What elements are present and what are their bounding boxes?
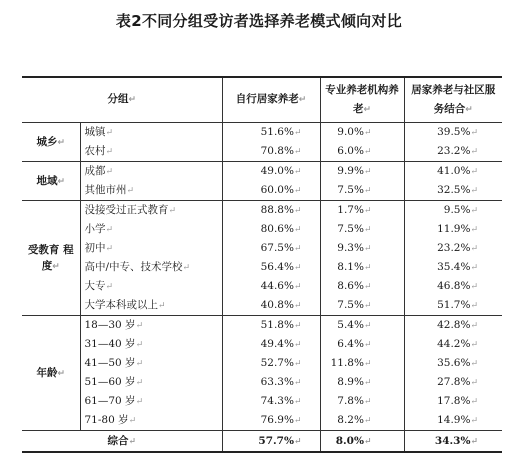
para-mark: ↵: [168, 206, 177, 216]
table-row: [22, 373, 502, 392]
para-mark: ↵: [363, 378, 372, 388]
cell-self-home-care: [222, 277, 320, 296]
total-community-care: [404, 431, 502, 453]
cell-value: 5.4%: [337, 319, 364, 331]
cell-value: 60.0%: [260, 184, 294, 196]
cell-community-care: [404, 277, 502, 296]
cell-value: 9.9%: [337, 165, 364, 177]
para-mark: ↵: [293, 378, 302, 388]
para-mark: ↵: [470, 321, 479, 331]
para-mark: ↵: [363, 263, 372, 273]
cell-community-care: [404, 239, 502, 258]
cell-community-care: [404, 316, 502, 336]
para-mark: ↵: [470, 147, 479, 157]
cell-institution-care: [320, 181, 404, 201]
total-row: [22, 431, 502, 453]
table-row: [22, 123, 502, 143]
cell-self-home-care: [222, 296, 320, 316]
cell-value: 51.7%: [437, 299, 471, 311]
table-row: [22, 335, 502, 354]
para-mark: ↵: [105, 147, 114, 157]
row-label: [80, 142, 222, 162]
cell-community-care: [404, 201, 502, 221]
para-mark: ↵: [293, 244, 302, 254]
row-label: [80, 296, 222, 316]
cell-value: 63.3%: [260, 376, 294, 388]
cell-institution-care: [320, 220, 404, 239]
cell-value: 52.7%: [260, 357, 294, 369]
table-row: [22, 296, 502, 316]
cell-value: 88.8%: [260, 204, 294, 216]
para-mark: ↵: [293, 225, 302, 235]
cell-value: 6.0%: [337, 145, 364, 157]
para-mark: ↵: [182, 263, 191, 273]
para-mark: ↵: [293, 263, 302, 273]
row-label: [80, 123, 222, 143]
cell-value: 7.8%: [337, 395, 364, 407]
cell-value: 70.8%: [260, 145, 294, 157]
table-row: [22, 392, 502, 411]
cell-value: 14.9%: [437, 414, 471, 426]
table-row: [22, 142, 502, 162]
table-title: 表2不同分组受访者选择养老模式倾向对比: [115, 12, 403, 30]
cell-value: 67.5%: [260, 242, 294, 254]
group-label: [22, 162, 80, 201]
para-mark: ↵: [470, 244, 479, 254]
cell-value: 51.6%: [260, 126, 294, 138]
preference-table: [22, 76, 502, 453]
para-mark: ↵: [363, 397, 372, 407]
cell-self-home-care: [222, 354, 320, 373]
cell-self-home-care: [222, 373, 320, 392]
cell-institution-care: [320, 392, 404, 411]
row-label-text: 51—60 岁: [84, 376, 136, 388]
cell-community-care: [404, 220, 502, 239]
table-row: [22, 181, 502, 201]
row-label-text: 18—30 岁: [84, 319, 136, 331]
cell-value: 9.0%: [337, 126, 364, 138]
row-label-text: 31—40 岁: [84, 338, 136, 350]
cell-value: 8.9%: [337, 376, 364, 388]
cell-self-home-care: [222, 335, 320, 354]
cell-value: 8.1%: [337, 261, 364, 273]
para-mark: ↵: [128, 416, 137, 426]
cell-self-home-care: [222, 316, 320, 336]
cell-value: 39.5%: [437, 126, 471, 138]
para-mark: ↵: [293, 321, 302, 331]
para-mark: ↵: [128, 436, 137, 447]
para-mark: ↵: [470, 340, 479, 350]
table-row: [22, 220, 502, 239]
cell-self-home-care: [222, 162, 320, 182]
cell-self-home-care: [222, 258, 320, 277]
group-label-text: 受教育 程度: [27, 243, 74, 272]
para-mark: ↵: [135, 321, 144, 331]
para-mark: ↵: [470, 359, 479, 369]
cell-institution-care: [320, 335, 404, 354]
para-mark: ↵: [470, 225, 479, 235]
cell-institution-care: [320, 296, 404, 316]
cell-self-home-care: [222, 411, 320, 431]
cell-value: 34.3%: [434, 434, 471, 447]
row-label-text: 成都: [84, 165, 106, 177]
cell-value: 76.9%: [260, 414, 294, 426]
group-label-text: 城乡: [36, 135, 58, 148]
cell-value: 9.5%: [443, 204, 471, 216]
para-mark: ↵: [470, 397, 479, 407]
cell-institution-care: [320, 123, 404, 143]
cell-value: 17.8%: [437, 395, 471, 407]
cell-community-care: [404, 142, 502, 162]
cell-value: 57.7%: [258, 434, 294, 447]
para-mark: ↵: [135, 378, 144, 388]
row-label: [80, 239, 222, 258]
table-body: [22, 77, 502, 452]
para-mark: ↵: [470, 186, 479, 196]
row-label-text: 农村: [84, 145, 106, 157]
cell-community-care: [404, 296, 502, 316]
para-mark: ↵: [105, 128, 114, 138]
cell-value: 41.0%: [437, 165, 471, 177]
row-label-text: 61—70 岁: [84, 395, 136, 407]
cell-community-care: [404, 181, 502, 201]
row-label-text: 小学: [84, 223, 106, 235]
cell-value: 8.0%: [335, 434, 364, 447]
cell-community-care: [404, 162, 502, 182]
para-mark: ↵: [293, 397, 302, 407]
cell-value: 1.7%: [337, 204, 364, 216]
para-mark: ↵: [363, 416, 372, 426]
para-mark: ↵: [470, 378, 479, 388]
total-institution-care: [320, 431, 404, 453]
cell-value: 7.5%: [337, 184, 364, 196]
cell-community-care: [404, 373, 502, 392]
table-row: [22, 316, 502, 336]
cell-value: 51.8%: [260, 319, 294, 331]
cell-community-care: [404, 258, 502, 277]
para-mark: ↵: [470, 436, 479, 447]
cell-value: 23.2%: [437, 145, 471, 157]
para-mark: ↵: [158, 301, 166, 311]
para-mark: ↵: [363, 321, 372, 331]
group-label: [22, 123, 80, 162]
group-label-text: 年龄: [36, 366, 58, 379]
cell-community-care: [404, 354, 502, 373]
cell-institution-care: [320, 316, 404, 336]
para-mark: ↵: [293, 301, 302, 311]
cell-value: 49.0%: [260, 165, 294, 177]
para-mark: ↵: [470, 206, 479, 216]
cell-institution-care: [320, 239, 404, 258]
table-row: [22, 411, 502, 431]
row-label: [80, 411, 222, 431]
cell-value: 44.2%: [437, 338, 471, 350]
para-mark: ↵: [363, 147, 372, 157]
row-label: [80, 392, 222, 411]
header-row: [22, 77, 502, 123]
para-mark: ↵: [470, 167, 479, 177]
cell-value: 56.4%: [260, 261, 294, 273]
cell-community-care: [404, 123, 502, 143]
para-mark: ↵: [135, 359, 144, 369]
row-label-text: 41—50 岁: [84, 357, 136, 369]
cell-self-home-care: [222, 201, 320, 221]
cell-value: 11.9%: [437, 223, 471, 235]
cell-community-care: [404, 392, 502, 411]
row-label-text: 71-80 岁: [84, 414, 129, 426]
header-self-home-care: 自行居家养老↵: [222, 77, 320, 123]
para-mark: ↵: [363, 359, 372, 369]
para-mark: ↵: [293, 436, 302, 447]
row-label-text: 其他市州: [84, 184, 127, 196]
cell-community-care: [404, 411, 502, 431]
cell-value: 7.5%: [337, 299, 364, 311]
para-mark: ↵: [363, 301, 372, 311]
row-label-text: 没接受过正式教育: [84, 204, 169, 216]
para-mark: ↵: [293, 128, 302, 138]
para-mark: ↵: [470, 263, 479, 273]
cell-value: 32.5%: [437, 184, 471, 196]
para-mark: ↵: [293, 147, 302, 157]
para-mark: ↵: [470, 282, 479, 292]
row-label-text: 初中: [84, 242, 106, 254]
para-mark: ↵: [363, 167, 372, 177]
cell-value: 35.6%: [437, 357, 471, 369]
cell-self-home-care: [222, 142, 320, 162]
row-label-text: 高中/中专、技术学校: [84, 261, 183, 273]
para-mark: ↵: [470, 301, 479, 311]
row-label: [80, 373, 222, 392]
para-mark: ↵: [363, 282, 372, 292]
cell-value: 74.3%: [260, 395, 294, 407]
row-label: [80, 181, 222, 201]
para-mark: ↵: [105, 225, 114, 235]
cell-institution-care: [320, 277, 404, 296]
cell-value: 80.6%: [260, 223, 294, 235]
para-mark: ↵: [363, 128, 372, 138]
cell-institution-care: [320, 162, 404, 182]
row-label: [80, 220, 222, 239]
row-label: [80, 335, 222, 354]
para-mark: ↵: [293, 416, 302, 426]
para-mark: ↵: [363, 206, 372, 216]
cell-institution-care: [320, 373, 404, 392]
cell-value: 42.8%: [437, 319, 471, 331]
para-mark: ↵: [105, 244, 114, 254]
header-community-care: 居家养老与社区服务结合↵: [404, 77, 502, 123]
cell-value: 11.8%: [330, 357, 364, 369]
cell-value: 49.4%: [260, 338, 294, 350]
header-group: 分组↵: [22, 77, 222, 123]
row-label: [80, 162, 222, 182]
para-mark: ↵: [135, 397, 144, 407]
para-mark: ↵: [105, 167, 114, 177]
para-mark: ↵: [363, 436, 372, 447]
cell-value: 8.6%: [337, 280, 364, 292]
para-mark: ↵: [57, 137, 66, 148]
para-mark: ↵: [363, 244, 372, 254]
cell-value: 27.8%: [437, 376, 471, 388]
header-institution-care: 专业养老机构养老↵: [320, 77, 404, 123]
cell-value: 35.4%: [437, 261, 471, 273]
para-mark: ↵: [135, 340, 144, 350]
para-mark: ↵: [293, 186, 302, 196]
cell-value: 6.4%: [337, 338, 364, 350]
para-mark: ↵: [293, 282, 302, 292]
cell-self-home-care: [222, 239, 320, 258]
para-mark: ↵: [363, 225, 372, 235]
para-mark: ↵: [293, 167, 302, 177]
para-mark: ↵: [363, 340, 372, 350]
cell-self-home-care: [222, 220, 320, 239]
row-label: [80, 316, 222, 336]
cell-value: 46.8%: [437, 280, 471, 292]
row-label-text: 大专: [84, 280, 106, 292]
para-mark: ↵: [57, 368, 66, 379]
total-label: [22, 431, 222, 453]
table-row: [22, 162, 502, 182]
cell-value: 23.2%: [437, 242, 471, 254]
cell-value: 7.5%: [337, 223, 364, 235]
cell-value: 40.8%: [260, 299, 294, 311]
row-label: [80, 277, 222, 296]
row-label: [80, 201, 222, 221]
row-label-text: 大学本科或以上: [84, 299, 158, 311]
cell-institution-care: [320, 411, 404, 431]
cell-institution-care: [320, 354, 404, 373]
para-mark: ↵: [57, 176, 66, 187]
cell-institution-care: [320, 258, 404, 277]
row-label: [80, 258, 222, 277]
cell-value: 9.3%: [337, 242, 364, 254]
para-mark: ↵: [293, 359, 302, 369]
group-label-text: 地域: [36, 174, 58, 187]
group-label: [22, 316, 80, 431]
para-mark: ↵: [105, 282, 114, 292]
para-mark: ↵: [470, 128, 479, 138]
group-label: [22, 201, 80, 316]
cell-institution-care: [320, 201, 404, 221]
table-row: [22, 354, 502, 373]
row-label: [80, 354, 222, 373]
cell-self-home-care: [222, 123, 320, 143]
total-self-home-care: [222, 431, 320, 453]
cell-self-home-care: [222, 181, 320, 201]
cell-value: 44.6%: [260, 280, 294, 292]
table-row: [22, 201, 502, 221]
table-row: [22, 258, 502, 277]
para-mark: ↵: [52, 261, 60, 272]
row-label-text: 城镇: [84, 126, 106, 138]
para-mark: ↵: [126, 186, 135, 196]
para-mark: ↵: [470, 416, 479, 426]
para-mark: ↵: [363, 186, 372, 196]
cell-value: 8.2%: [337, 414, 364, 426]
cell-institution-care: [320, 142, 404, 162]
cell-community-care: [404, 335, 502, 354]
para-mark: ↵: [293, 340, 302, 350]
table-row: [22, 239, 502, 258]
total-label-text: 综合: [107, 434, 129, 447]
table-row: [22, 277, 502, 296]
cell-self-home-care: [222, 392, 320, 411]
para-mark: ↵: [293, 206, 302, 216]
